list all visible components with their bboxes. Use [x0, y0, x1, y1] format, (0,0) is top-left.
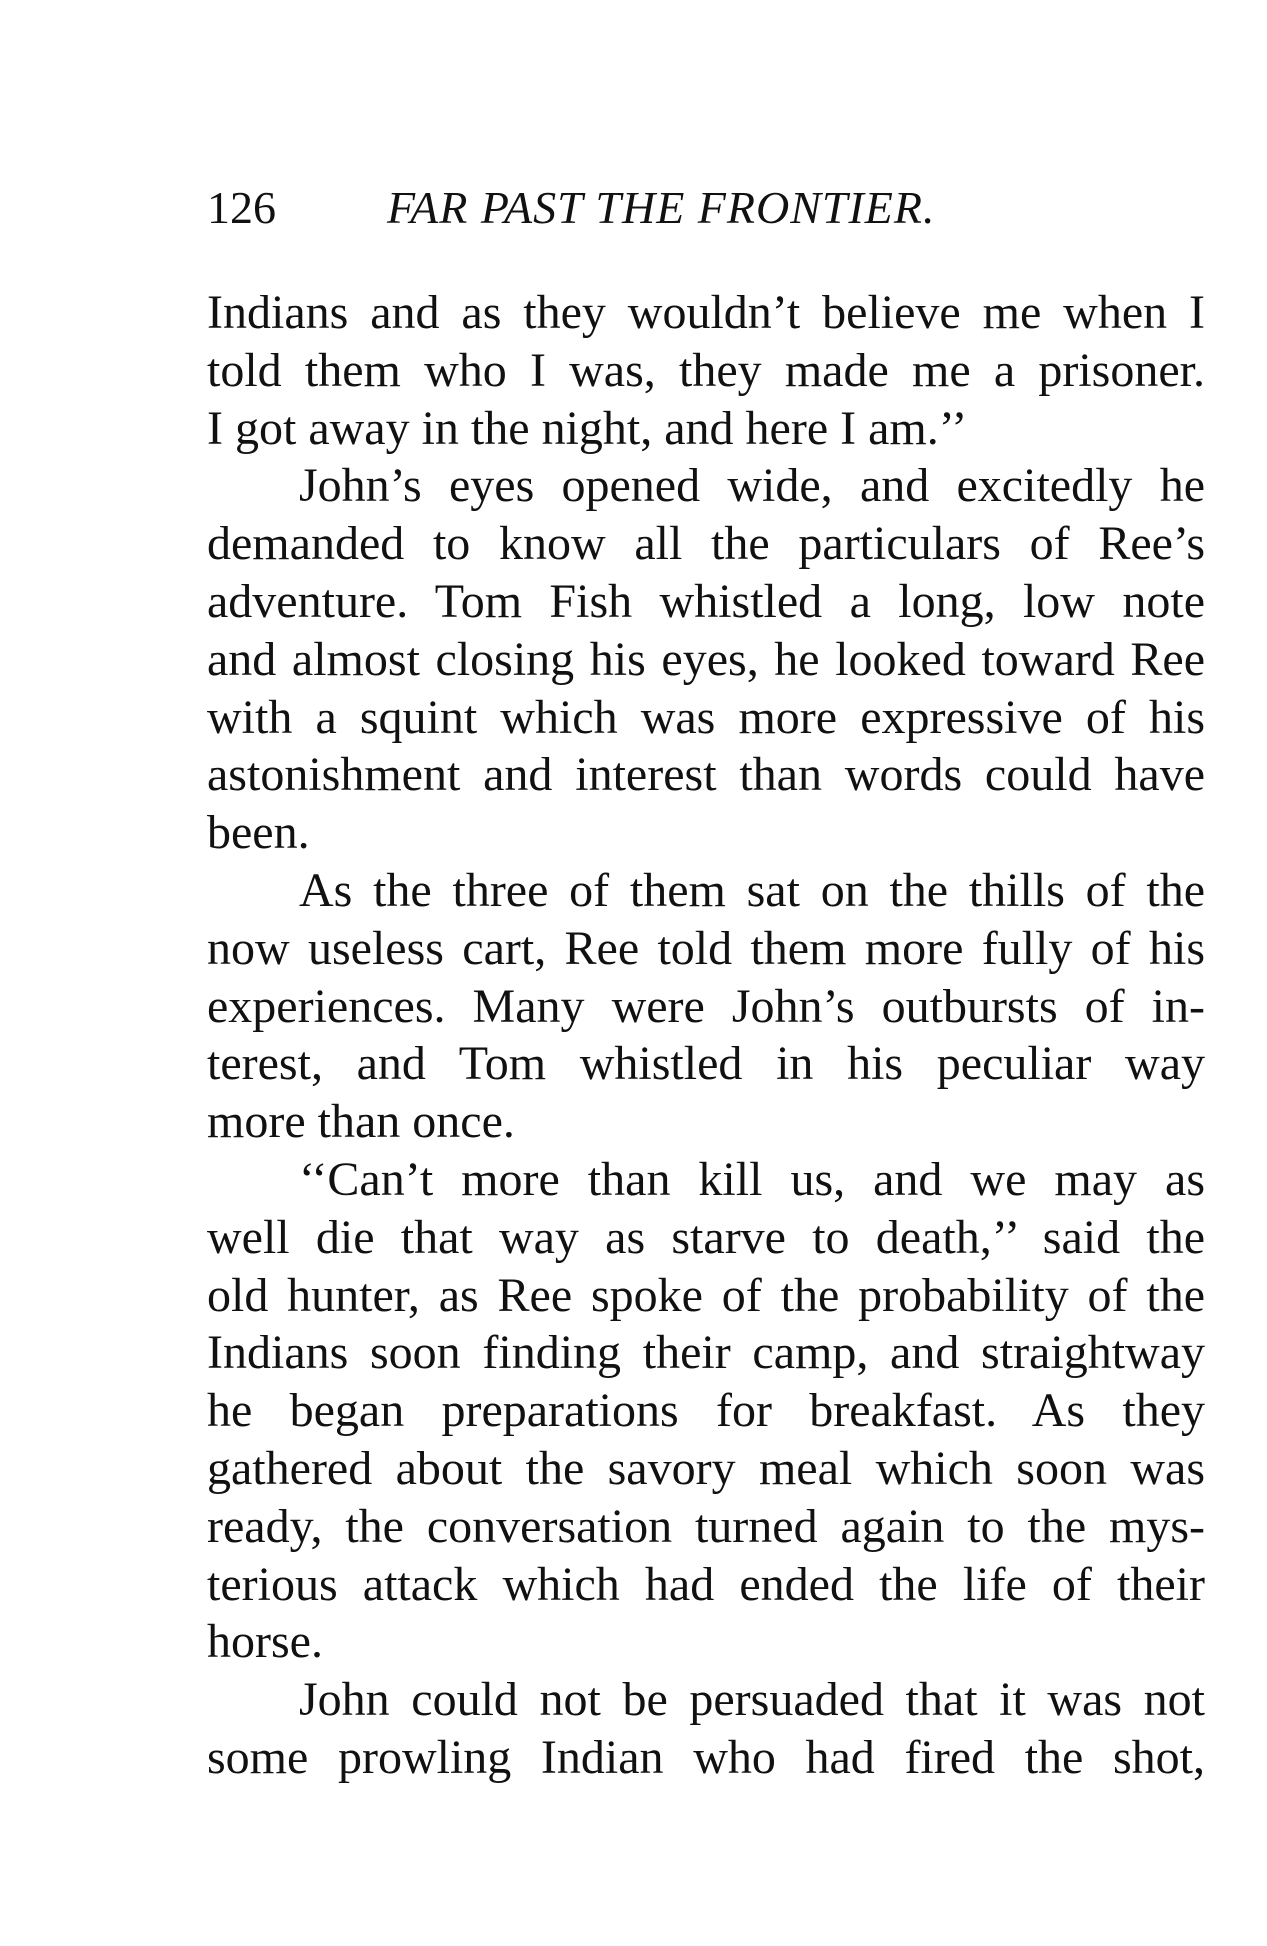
text-line: John could not be persuaded that it was not [299, 1673, 1205, 1727]
text-line: some prowling Indian who had fired the shot, [207, 1730, 1205, 1784]
text-line: gathered about the savory meal which soon was [207, 1441, 1205, 1495]
running-title: FAR PAST THE FRONTIER. [387, 182, 936, 233]
text-line: now useless cart, Ree told them more fully of his [207, 921, 1205, 975]
text-line: he began preparations for breakfast. As they [207, 1384, 1205, 1438]
text-line: terious attack which had ended the life of their [207, 1557, 1205, 1611]
text-line: more than once. [207, 1095, 515, 1149]
text-line: Indians and as they wouldn’t believe me when I [207, 286, 1205, 339]
text-line: and almost closing his eyes, he looked toward Ree [207, 632, 1205, 686]
text-line: ready, the conversation turned again to the mys- [207, 1499, 1205, 1553]
text-line: John’s eyes opened wide, and excitedly he [299, 459, 1205, 513]
text-line: Indians soon finding their camp, and straightway [207, 1326, 1205, 1380]
text-line: told them who I was, they made me a prisoner. [207, 343, 1205, 397]
text-line: ‘‘Can’t more than kill us, and we may as [299, 1152, 1205, 1206]
text-line: As the three of them sat on the thills of the [299, 863, 1205, 917]
text-line: well die that way as starve to death,’’ said the [207, 1210, 1205, 1264]
text-line: demanded to know all the particulars of Ree’s [207, 517, 1205, 571]
running-head [207, 178, 1207, 238]
text-line: experiences. Many were John’s outbursts of in- [207, 979, 1205, 1033]
text-line: I got away in the night, and here I am.’’ [207, 401, 968, 455]
text-line: old hunter, as Ree spoke of the probability of the [207, 1268, 1205, 1322]
text-line: horse. [207, 1615, 323, 1669]
text-line: with a squint which was more expressive of his [207, 690, 1205, 744]
body-text [207, 284, 1205, 1787]
text-line: astonishment and interest than words could have [207, 748, 1205, 802]
page-number: 126 [207, 182, 276, 233]
text-line: adventure. Tom Fish whistled a long, low note [207, 574, 1205, 628]
text-line: terest, and Tom whistled in his peculiar way [207, 1037, 1205, 1091]
text-line: been. [207, 806, 310, 860]
